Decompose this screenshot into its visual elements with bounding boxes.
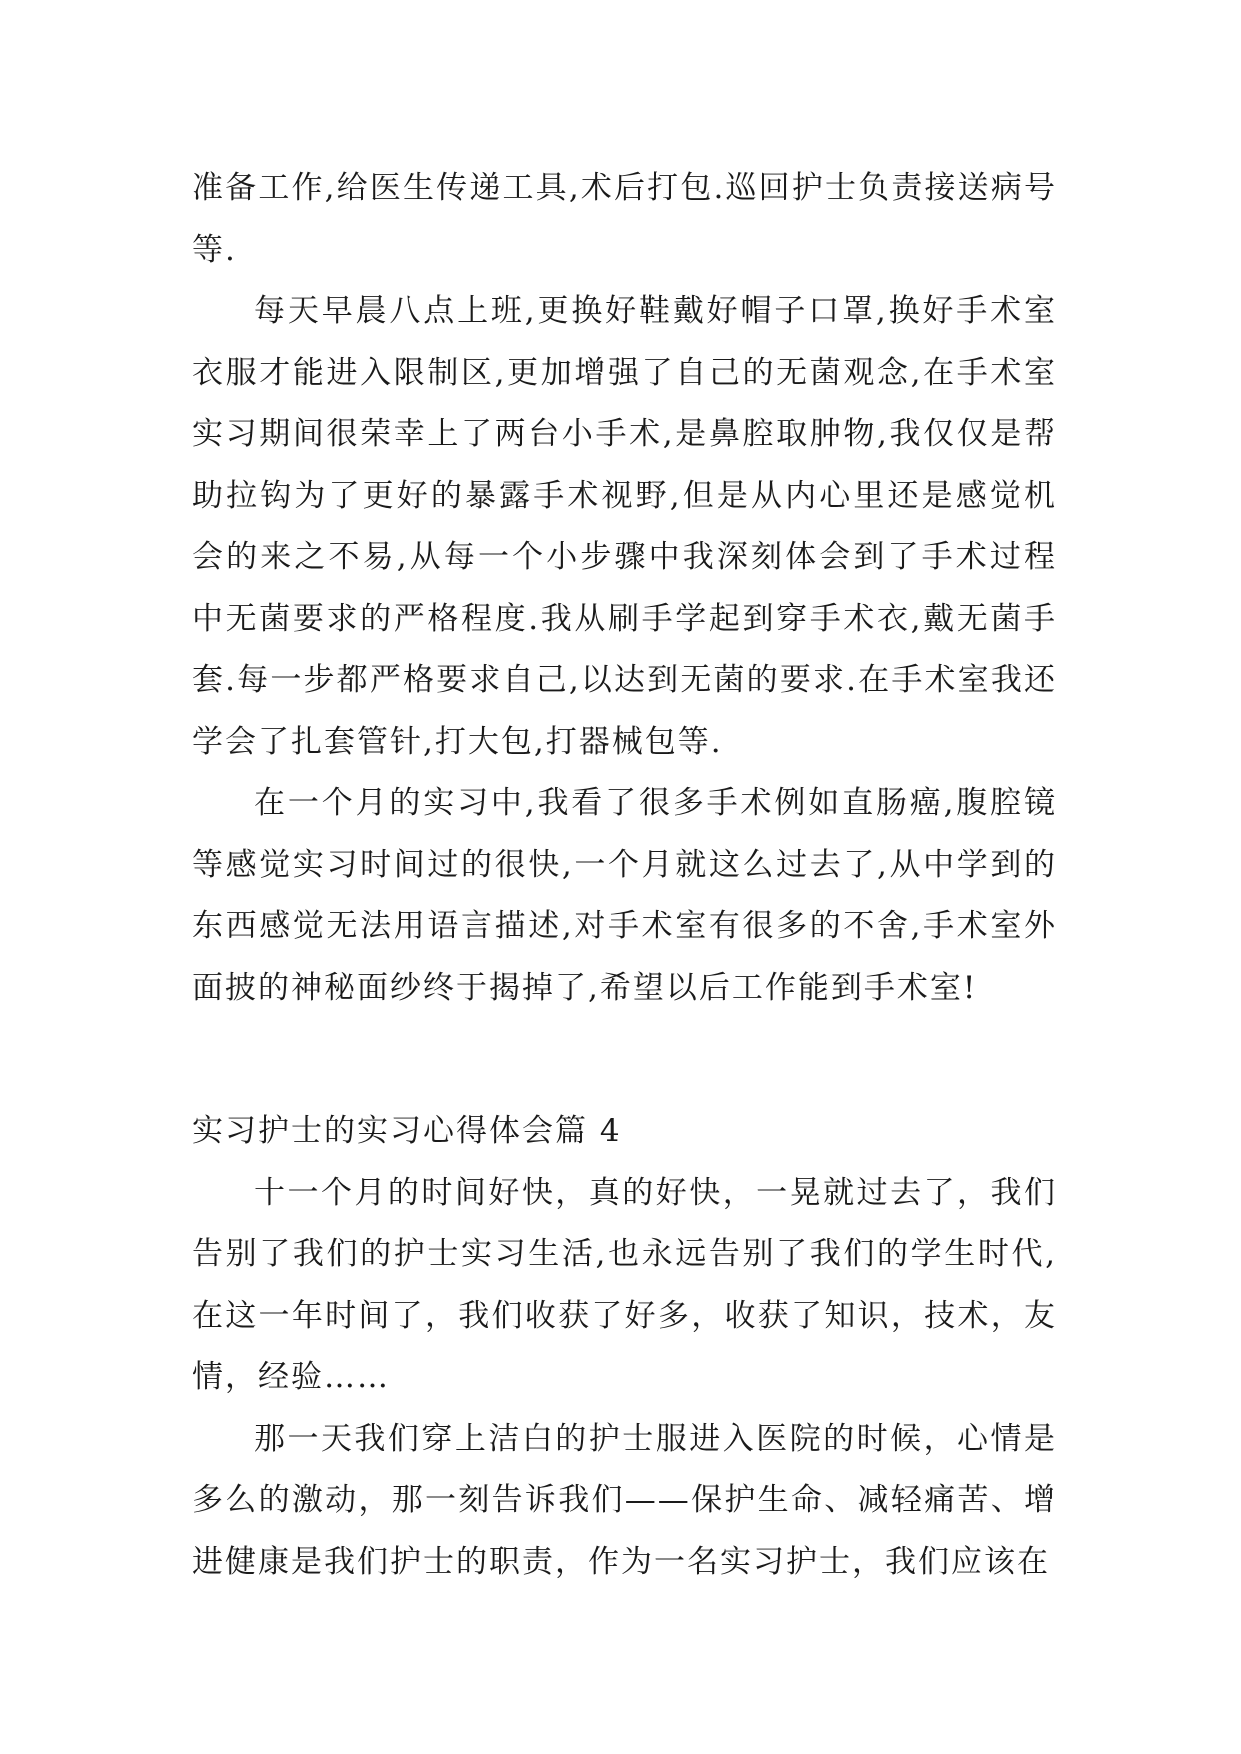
document-body [192, 158, 1057, 1593]
paragraph-4: 十一个月的时间好快，真的好快，一晃就过去了，我们告别了我们的护士实习生活,也永远告别了我们的学生时代,在这一年时间了，我们收获了好多，收获了知识，技术，友情，经验…… [192, 1174, 1057, 1395]
paragraph-1: 准备工作,给医生传递工具,术后打包.巡回护士负责接送病号等. [192, 170, 1057, 268]
section-title: 实习护士的实习心得体会篇 4 [192, 1113, 622, 1149]
paragraph-5: 那一天我们穿上洁白的护士服进入医院的时候，心情是多么的激动，那一刻告诉我们——保护生命、减轻痛苦、增进健康是我们护士的职责，作为一名实习护士，我们应该在 [192, 1420, 1057, 1580]
paragraph-2: 每天早晨八点上班,更换好鞋戴好帽子口罩,换好手术室衣服才能进入限制区,更加增强了自己的无菌观念,在手术室实习期间很荣幸上了两台小手术,是鼻腔取肿物,我仅仅是帮助拉钩为了更好的暴露手术视野,但是从内心里还是感觉机会的来之不易,从每一个小步骤中我深刻体会到了手术过程中无菌要求的严格程度.我从刷手学起到穿手术衣,戴无菌手套.每一步都严格要求自己,以达到无菌的要求.在手术室我还学会了扎套管针,打大包,打器械包等. [192, 293, 1057, 760]
paragraph-3: 在一个月的实习中,我看了很多手术例如直肠癌,腹腔镜等感觉实习时间过的很快,一个月就这么过去了,从中学到的东西感觉无法用语言描述,对手术室有很多的不舍,手术室外面披的神秘面纱终于揭掉了,希望以后工作能到手术室! [192, 785, 1057, 1006]
